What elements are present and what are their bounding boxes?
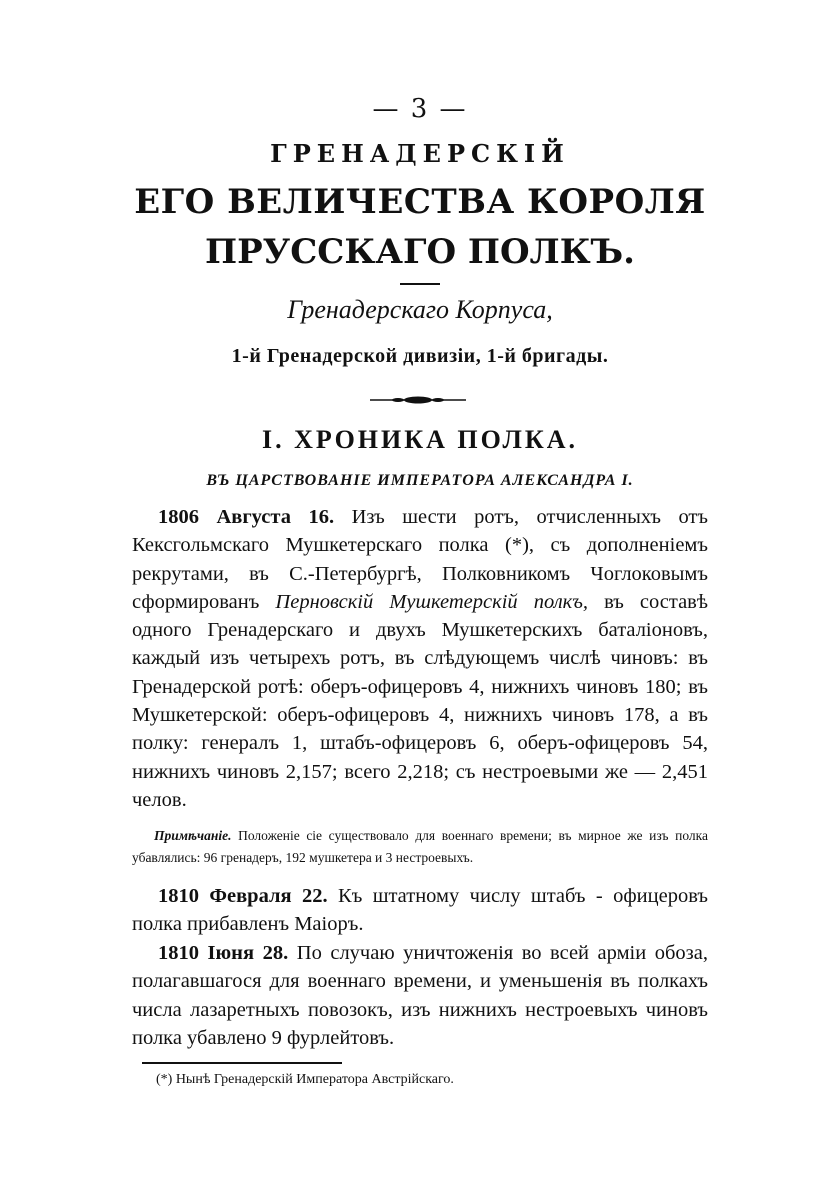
title-line-3: ПРУССКАГО ПОЛКЪ. — [204, 232, 635, 272]
footnote-rule — [142, 1062, 342, 1064]
footnote: (*) Нынѣ Гренадерскій Императора Австрійскаго. — [156, 1072, 454, 1087]
entry-1810-feb — [132, 882, 708, 939]
entry-text: Изъ шести ротъ, отчисленныхъ отъ Кексгольмскаго Мушкетерскаго полка (*), съ дополненіемъ рекрутами, въ С.-Петербургѣ, Полковникомъ Чоглоковымъ сформированъ — [132, 506, 708, 613]
page-number: — 3 — — [372, 94, 468, 124]
note-text: Положеніе сіе существовало для военнаго времени; въ мирное же изъ полка убавлялись: 96 гренадеръ, 192 мушкетера и 3 нестроевыхъ. — [132, 828, 708, 865]
entry-date: 1806 Августа 16. — [158, 506, 335, 528]
note — [132, 825, 708, 869]
corps-subtitle: Гренадерскаго Корпуса, — [287, 295, 553, 324]
entry-1810-jun — [132, 939, 708, 1052]
title-divider — [400, 283, 440, 285]
title-line-1: ГРЕНАДЕРСКІЙ — [270, 139, 570, 168]
section-title: I. ХРОНИКА ПОЛКА. — [261, 425, 579, 454]
division-subtitle: 1-й Гренадерской дивизіи, 1-й бригады. — [231, 345, 609, 367]
entry-date: 1810 Іюня 28. — [158, 942, 289, 964]
entry-text: Къ штатному числу штабъ - офицеровъ полка прибавленъ Маіоръ. — [132, 885, 708, 936]
note-label: Примѣчаніе. — [154, 828, 232, 843]
entry-text: въ составѣ одного Гренадерскаго и двухъ Мушкетерскихъ баталіоновъ, каждый изъ четырехъ ротъ, въ слѣдующемъ числѣ чиновъ: въ Гренадерской ротѣ: оберъ-офицеровъ 4, нижнихъ чиновъ 180; въ Мушкетерской: оберъ-офицеровъ 4, нижнихъ чиновъ 178, а въ полку: генералъ 1, штабъ-офицеровъ 6, оберъ-офицеровъ 54, нижнихъ чиновъ 2,157; всего 2,218; съ нестроевыми же — 2,451 челов. — [132, 590, 708, 811]
entry-date: 1810 Февраля 22. — [158, 885, 328, 907]
ornament-divider-icon — [370, 395, 466, 405]
reign-heading: ВЪ ЦАРСТВОВАНІЕ ИМПЕРАТОРА АЛЕКСАНДРА I. — [206, 472, 634, 489]
entry-text: По случаю уничтоженія во всей арміи обоза, полагавшагося для военнаго времени, и уменьшенія въ полкахъ числа лазаретныхъ повозокъ, изъ нижнихъ нестроевыхъ чиновъ полка убавлено 9 фурлейтовъ. — [132, 942, 709, 1049]
regiment-name: Перновскій Мушкетерскій полкъ, — [275, 590, 589, 613]
title-line-2: ЕГО ВЕЛИЧЕСТВА КОРОЛЯ — [134, 182, 706, 222]
entry-1806 — [132, 503, 708, 814]
